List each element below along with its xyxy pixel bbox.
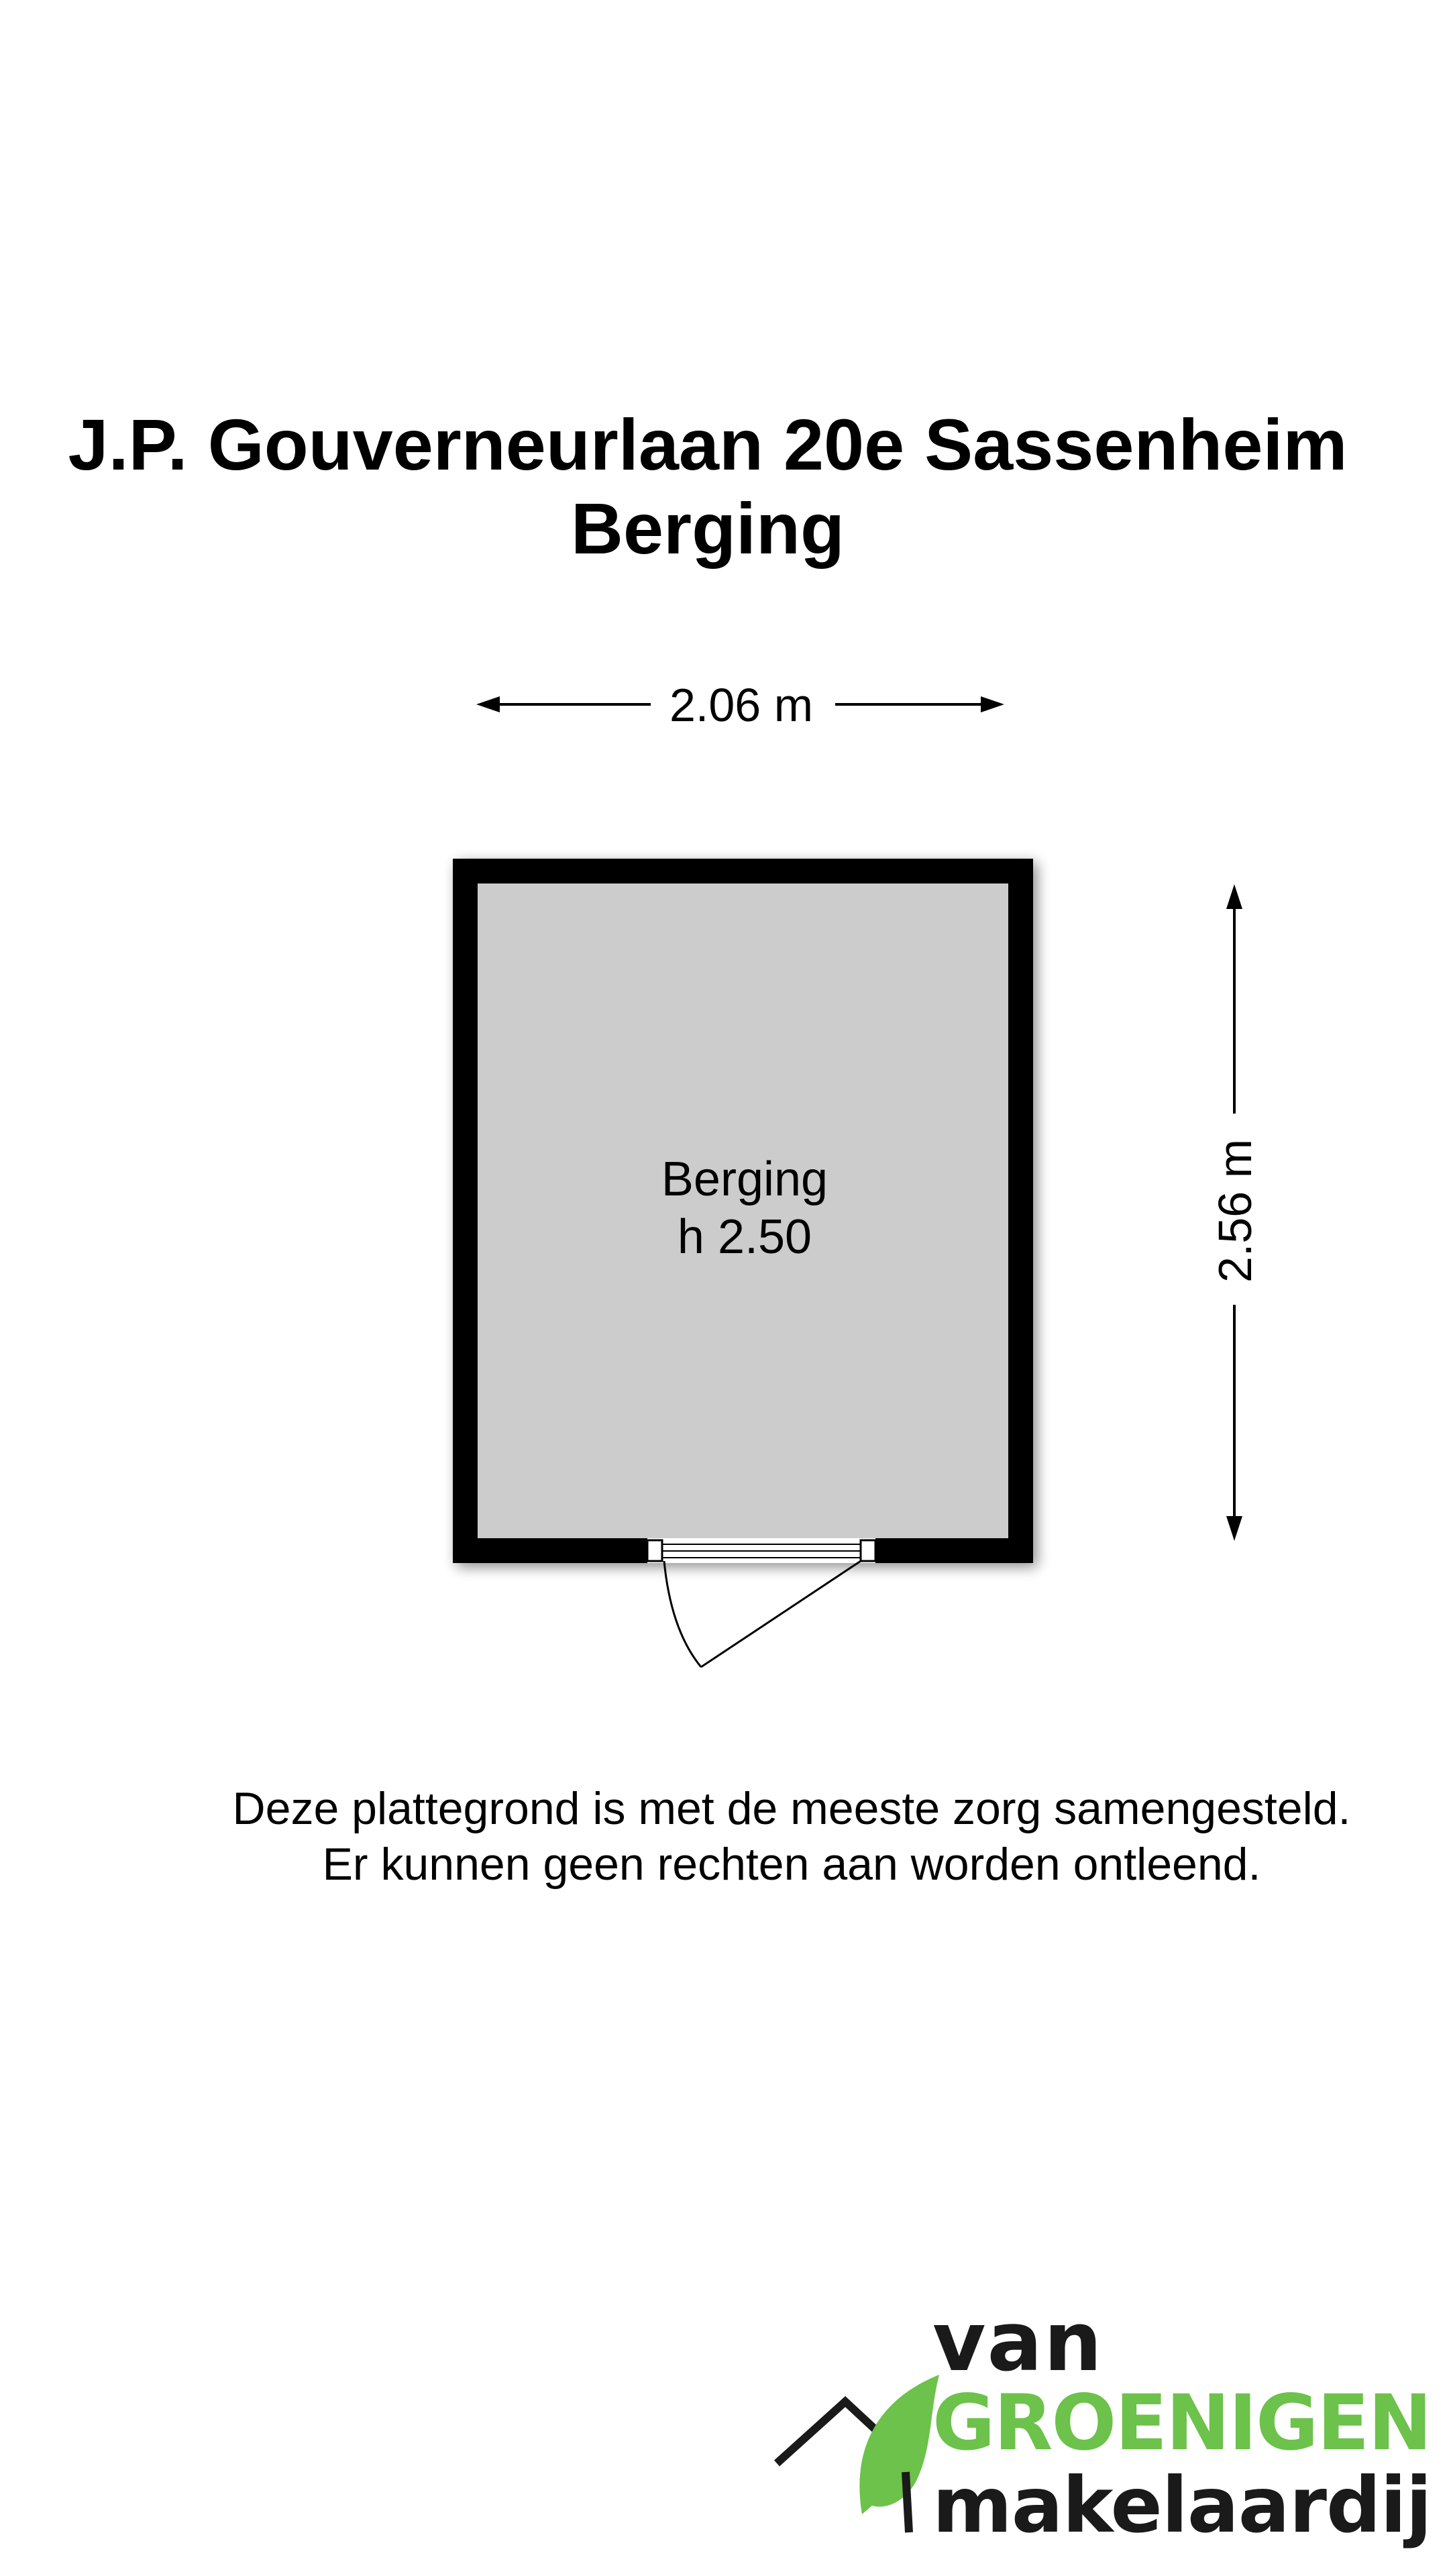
room-name-label: Berging [661, 1152, 828, 1206]
width-label: 2.06 m [669, 679, 813, 731]
door-swing-arc [664, 1561, 701, 1667]
address-title: J.P. Gouverneurlaan 20e Sassenheim [68, 404, 1348, 485]
door-jamb-right [861, 1540, 875, 1561]
logo-text-makelaardij: makelaardij [932, 2461, 1432, 2550]
width-arrow-right-icon [981, 696, 1004, 712]
disclaimer-line-1: Deze plattegrond is met de meeste zorg samengesteld. [232, 1783, 1351, 1834]
width-arrow-left-icon [476, 696, 500, 712]
door-leaf [701, 1561, 861, 1667]
depth-arrow-up-icon [1226, 884, 1242, 909]
width-dimension [476, 679, 1004, 731]
disclaimer [0, 1781, 1449, 1892]
depth-label: 2.56 m [1209, 1139, 1261, 1283]
logo-text-groenigen: GROENIGEN [932, 2378, 1431, 2467]
depth-arrow-down-icon [1226, 1516, 1242, 1541]
depth-dimension [1209, 884, 1261, 1541]
room-height-label: h 2.50 [677, 1210, 812, 1264]
house-leaf-icon [771, 2308, 946, 2563]
logo-text-van: van [932, 2294, 1104, 2390]
floor-title: Berging [570, 488, 845, 569]
company-logo [771, 2294, 1432, 2563]
door [647, 1538, 875, 1667]
disclaimer-line-2: Er kunnen geen rechten aan worden ontleend. [322, 1839, 1261, 1890]
door-jamb-left [647, 1540, 662, 1561]
